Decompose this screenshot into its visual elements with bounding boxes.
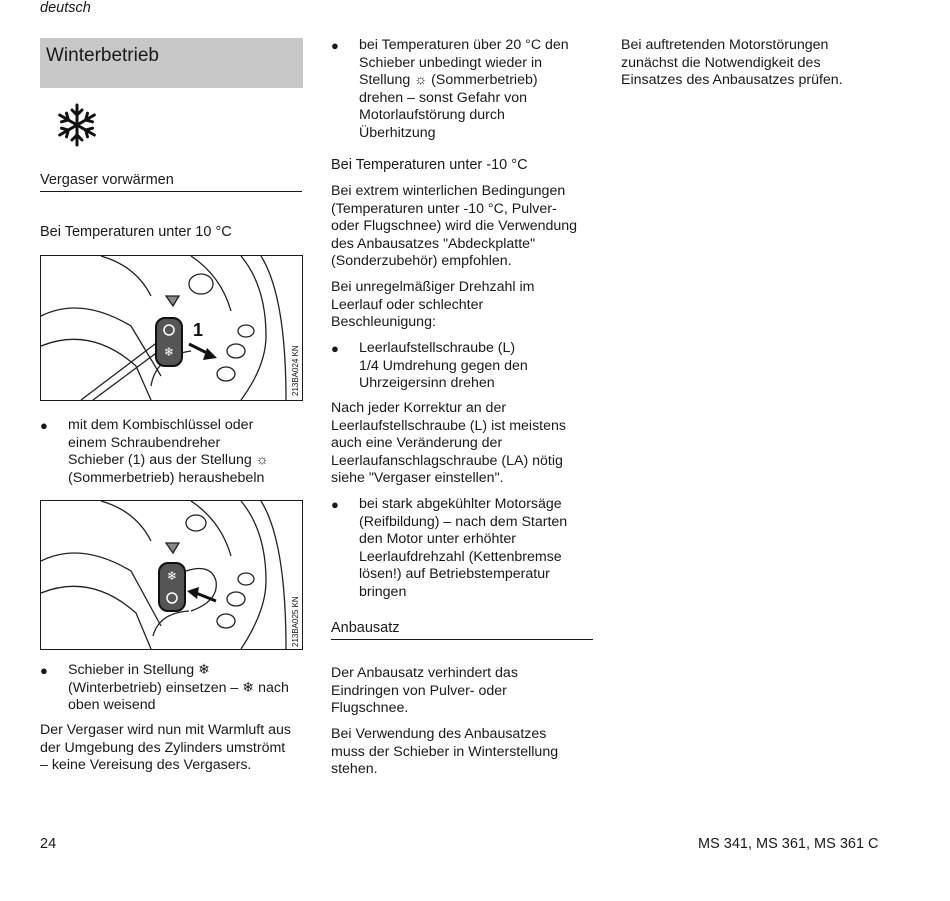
svg-text:❄: ❄ <box>163 345 175 359</box>
snowflake-icon <box>52 100 102 150</box>
language-label: deutsch <box>40 0 91 16</box>
heading-vergaser-vorwaermen: Vergaser vorwärmen <box>40 172 302 192</box>
figure2-code: 213BA025 KN <box>291 596 300 647</box>
paragraph-warm-air: Der Vergaser wird nun mit Warmluft aus der Umgebung des Zylinders umströmt – keine Vereisung des Vergasers. <box>40 722 291 774</box>
paragraph-correction: Nach jeder Korrektur an der Leerlaufstellschraube (L) ist meistens auch eine Veränderung der Leerlaufanschlagschraube (LA) nötig siehe "Vergaser einstellen". <box>331 400 566 487</box>
page-number: 24 <box>40 836 57 852</box>
figure1-callout: 1 <box>193 320 204 340</box>
heading-below-10: Bei Temperaturen unter 10 °C <box>40 224 232 240</box>
section-title-bar <box>40 38 303 88</box>
bullet-above-20: ● bei Temperaturen über 20 °C den Schieber unbedingt wieder in Stellung ☼ (Sommerbetrieb) drehen – sonst Gefahr von Motorlaufstörung durch Überhitzung <box>331 37 569 141</box>
bullet-cold-saw: ● bei stark abgekühlter Motorsäge (Reifbildung) – nach dem Starten den Motor unter erhöhter Leerlaufdrehzahl (Kettenbremse lösen!) auf Betriebstemperatur bringen <box>331 496 568 600</box>
heading-below-minus-10: Bei Temperaturen unter -10 °C <box>331 157 528 173</box>
svg-text:❄: ❄ <box>166 569 178 583</box>
paragraph-irregular-idle: Bei unregelmäßiger Drehzahl im Leerlauf oder schlechter Beschleunigung: <box>331 279 535 331</box>
bullet-lift-slider: ● mit dem Kombischlüssel oder einem Schraubendreher Schieber (1) aus der Stellung ☼ (Sommerbetrieb) heraushebeln <box>40 417 269 486</box>
section-title: Winterbetrieb <box>46 45 159 66</box>
paragraph-extreme-winter: Bei extrem winterlichen Bedingungen (Temperaturen unter -10 °C, Pulver- oder Flugschnee) wird die Verwendung des Anbausatzes "Abdeckplatte" (Sonderzubehör) empfohlen. <box>331 183 578 270</box>
figure-slider-winter <box>40 500 303 650</box>
paragraph-kit-prevents: Der Anbausatz verhindert das Eindringen von Pulver- oder Flugschnee. <box>331 665 518 717</box>
bullet-insert-slider: ● Schieber in Stellung ❄ (Winterbetrieb) einsetzen – ❄ nach oben weisend <box>40 662 289 714</box>
heading-anbausatz: Anbausatz <box>331 620 593 640</box>
paragraph-kit-usage: Bei Verwendung des Anbausatzes muss der Schieber in Winterstellung stehen. <box>331 726 559 778</box>
figure-slider-summer <box>40 255 303 401</box>
bullet-idle-screw: ● Leerlaufstellschraube (L) 1/4 Umdrehung gegen den Uhrzeigersinn drehen <box>331 340 528 392</box>
paragraph-engine-faults: Bei auftretenden Motorstörungen zunächst die Notwendigkeit des Einsatzes des Anbausatzes prüfen. <box>621 37 843 89</box>
figure1-code: 213BA024 KN <box>291 345 300 396</box>
model-names: MS 341, MS 361, MS 361 C <box>698 836 879 852</box>
